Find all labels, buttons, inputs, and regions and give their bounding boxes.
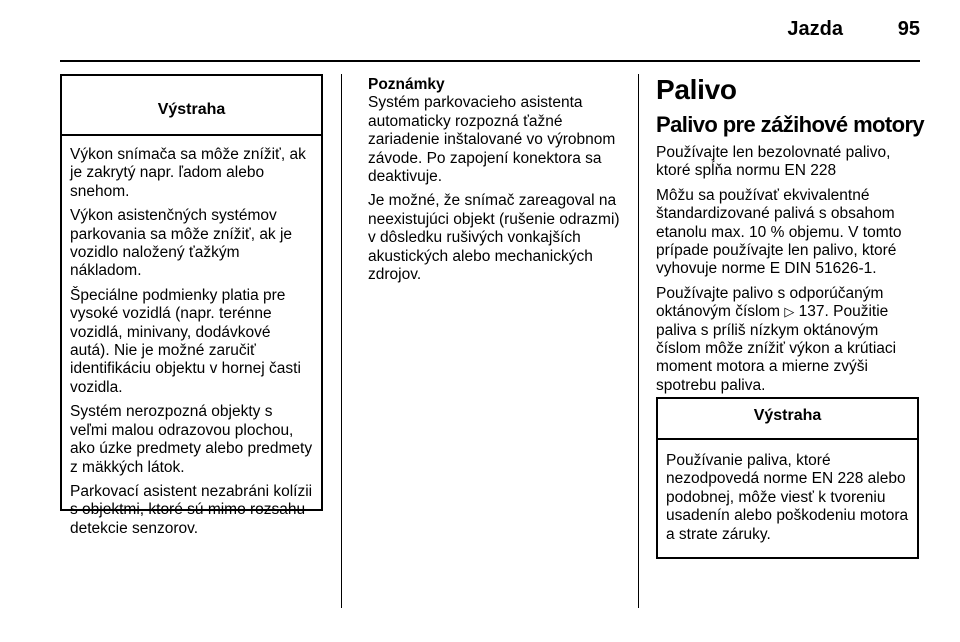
warning-paragraph: Výkon snímača sa môže znížiť, ak je zakrytý napr. ľadom alebo snehom. <box>70 146 306 200</box>
fuel-section <box>656 74 924 401</box>
page-reference-arrow-icon: ▷ <box>784 304 795 320</box>
warning-paragraph: Výkon asistenčných systémov parkovania sa môže znížiť, ak je vozidlo naložený ťažkým nákladom. <box>70 207 293 280</box>
page-number: 95 <box>897 18 920 40</box>
warning-box-sensors <box>60 74 323 537</box>
notes-paragraph: Systém parkovacieho asistenta automaticky rozpozná ťažné zariadenie inštalované vo výrobnom závode. Po zapojení konektora sa deaktivuje. <box>368 94 616 186</box>
warning-heading: Výstraha <box>62 76 321 136</box>
notes-heading: Poznámky <box>368 76 445 93</box>
warning-heading: Výstraha <box>658 399 917 440</box>
warning-box-fuel <box>656 397 919 559</box>
header-rule <box>60 60 920 62</box>
fuel-paragraph-text: 137. Použitie paliva s príliš nízkym oktánovým číslom môže znížiť výkon a krútiaci moment motora a mierne zvýši spotrebu paliva. <box>656 303 897 394</box>
section-title: Palivo <box>656 74 737 105</box>
notes-paragraph: Je možné, že snímač zareagoval na neexistujúci objekt (rušenie odrazmi) v dôsledku rušivých vonkajších akustických alebo mechanických zdrojov. <box>368 192 620 284</box>
section-subtitle: Palivo pre zážihové motory <box>656 112 925 137</box>
fuel-paragraph <box>656 285 924 395</box>
warning-body <box>62 136 321 550</box>
fuel-paragraph-text: Používajte palivo s odporúčaným oktánovým číslom <box>656 284 884 321</box>
fuel-paragraph: Môžu sa používať ekvivalentné štandardizované palivá s obsahom etanolu max. 10 % objemu. V tomto prípade používajte len palivo, ktoré vyhovuje norme E DIN 51626-1. <box>656 186 902 278</box>
column-divider-2 <box>638 74 639 608</box>
warning-paragraph: Parkovací asistent nezabráni kolízii s objektmi, ktoré sú mimo rozsahu detekcie senzorov. <box>70 482 313 537</box>
warning-paragraph: Špeciálne podmienky platia pre vysoké vozidlá (napr. terénne vozidlá, minivany, dodávkové autá). Nie je možné zaručiť identifikáciu objektu v hornej časti vozidla. <box>70 286 301 396</box>
warning-paragraph: Používanie paliva, ktoré nezodpovedá norme EN 228 alebo podobnej, môže viesť k tvoreniu usadenín alebo poškodeniu motora a strate záruky. <box>666 452 909 543</box>
warning-paragraph: Systém nerozpozná objekty s veľmi malou odrazovou plochou, ako úzke predmety alebo predmety z mäkkých látok. <box>70 403 313 476</box>
notes-section <box>368 76 630 290</box>
column-divider-1 <box>341 74 342 608</box>
warning-body <box>658 440 917 556</box>
fuel-paragraph: Používajte len bezolovnaté palivo, ktoré spĺňa normu EN 228 <box>656 144 891 180</box>
running-header-title: Jazda <box>787 18 843 40</box>
